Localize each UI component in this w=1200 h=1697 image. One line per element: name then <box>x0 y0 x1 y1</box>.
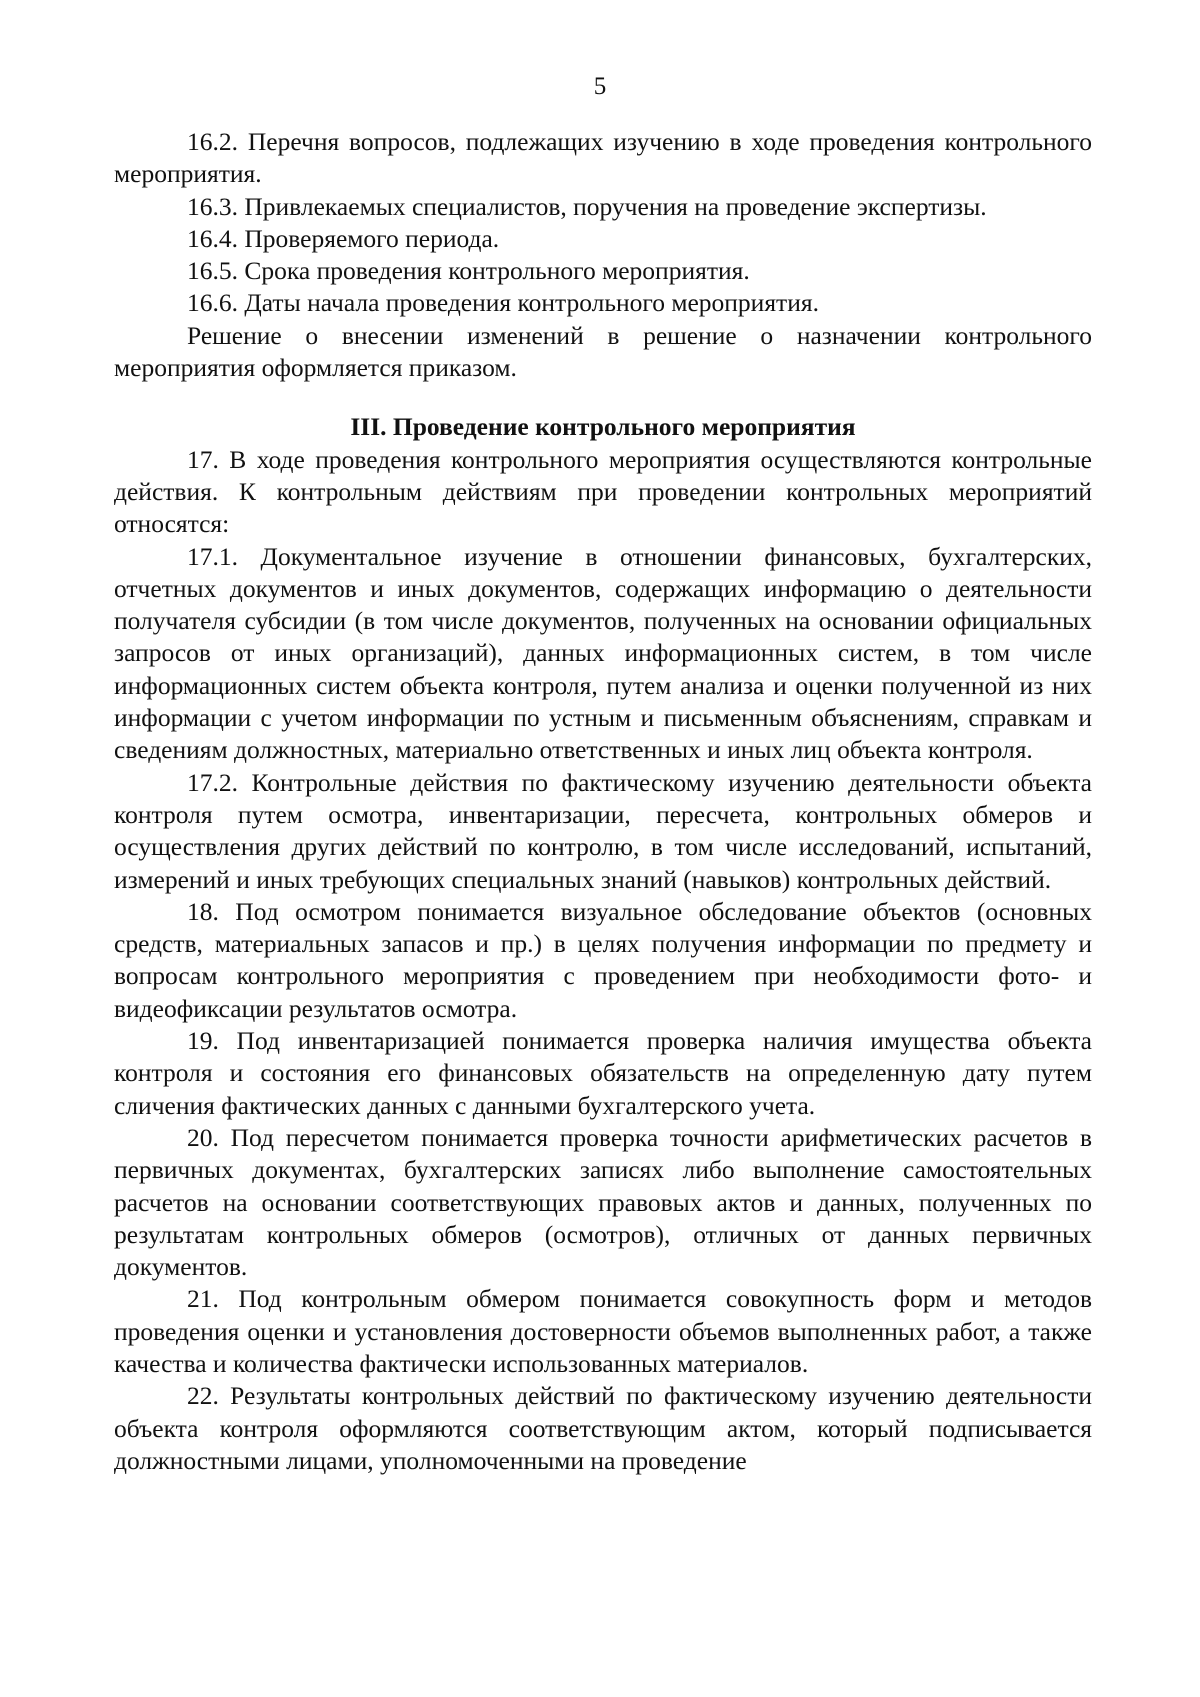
document-body <box>114 126 1092 1477</box>
paragraph-16-4: 16.4. Проверяемого периода. <box>187 223 500 253</box>
paragraph-17-2: 17.2. Контрольные действия по фактическому изучению деятельности объекта контроля путем осмотра, инвентаризации, пересчета, контрольных обмеров и осуществления других действий по контролю, в том числе исследований, испытаний, измерений и иных требующих специальных знаний (навыков) контрольных действий. <box>114 767 1092 894</box>
paragraph-21: 21. Под контрольным обмером понимается совокупность форм и методов проведения оценки и установления достоверности объемов выполненных работ, а также качества и количества фактически использованных материалов. <box>114 1284 1092 1378</box>
paragraph-17-1: 17.1. Документальное изучение в отношении финансовых, бухгалтерских, отчетных документов и иных документов, содержащих информацию о деятельности получателя субсидии (в том числе документов, полученных на основании официальных запросов от иных организаций), данных информационных систем, в том числе информационных систем объекта контроля, путем анализа и оценки полученной из них информации с учетом информации по устным и письменным объяснениям, справкам и сведениям должностных, материально ответственных и иных лиц объекта контроля. <box>114 541 1092 765</box>
paragraph-16-5: 16.5. Срока проведения контрольного мероприятия. <box>187 256 750 286</box>
paragraph-20: 20. Под пересчетом понимается проверка точности арифметических расчетов в первичных документах, бухгалтерских записях либо выполнение самостоятельных расчетов на основании соответствующих правовых актов и данных, полученных по результатам контрольных обмеров (осмотров), отличных от данных первичных документов. <box>114 1122 1092 1282</box>
paragraph-17: 17. В ходе проведения контрольного мероприятия осуществляются контрольные действия. К контрольным действиям при проведении контрольных мероприятий относятся: <box>114 444 1092 539</box>
page-number: 5 <box>593 73 607 100</box>
paragraph-amendment-decision: Решение о внесении изменений в решение о назначении контрольного мероприятия оформляется приказом. <box>114 320 1092 383</box>
paragraph-16-3: 16.3. Привлекаемых специалистов, поручения на проведение экспертизы. <box>187 191 987 221</box>
paragraph-16-6: 16.6. Даты начала проведения контрольного мероприятия. <box>187 288 819 318</box>
paragraph-19: 19. Под инвентаризацией понимается проверка наличия имущества объекта контроля и состояния его финансовых обязательств на определенную дату путем сличения фактических данных с данными бухгалтерского учета. <box>114 1026 1092 1120</box>
paragraph-22: 22. Результаты контрольных действий по фактическому изучению деятельности объекта контроля оформляются соответствующим актом, который подписывается должностными лицами, уполномоченными на проведение <box>114 1381 1092 1475</box>
paragraph-18: 18. Под осмотром понимается визуальное обследование объектов (основных средств, материальных запасов и пр.) в целях получения информации по предмету и вопросам контрольного мероприятия с проведением при необходимости фото- и видеофиксации результатов осмотра. <box>114 896 1092 1023</box>
paragraph-16-2: 16.2. Перечня вопросов, подлежащих изучению в ходе проведения контрольного мероприятия. <box>114 127 1092 189</box>
section-heading: III. Проведение контрольного мероприятия <box>350 412 856 442</box>
